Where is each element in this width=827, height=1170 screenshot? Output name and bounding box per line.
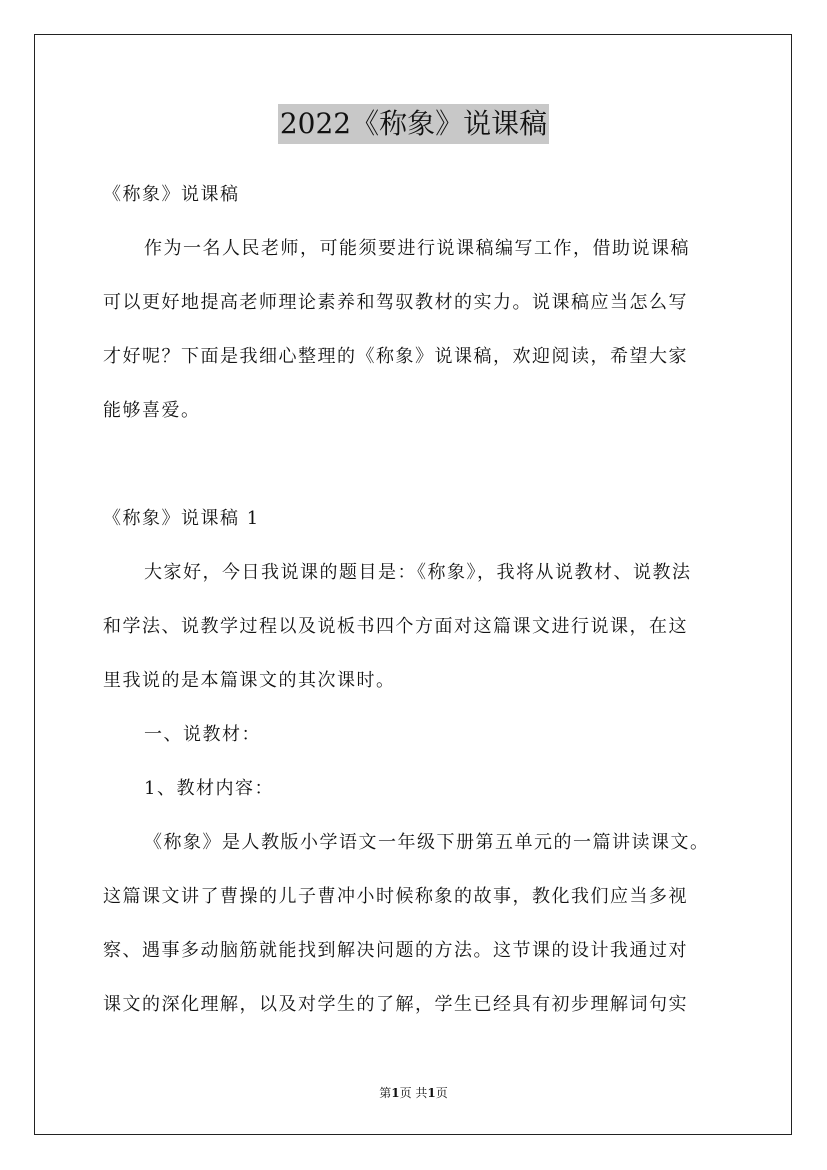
page-total: 1 xyxy=(427,1086,436,1100)
section-heading: 《称象》说课稿 1 xyxy=(103,508,260,529)
subheading: 一、说教材： xyxy=(144,724,261,745)
subheading: 1、教材内容： xyxy=(144,778,274,799)
paragraph-line: 察、遇事多动脑筋就能找到解决问题的方法。这节课的设计我通过对 xyxy=(103,940,688,961)
paragraph-line: 里我说的是本篇课文的其次课时。 xyxy=(103,670,396,691)
paragraph-line: 《称象》是人教版小学语文一年级下册第五单元的一篇讲读课文。 xyxy=(144,832,710,853)
paragraph-line: 课文的深化理解，以及对学生的了解，学生已经具有初步理解词句实 xyxy=(103,994,688,1015)
page-footer xyxy=(0,1085,827,1101)
footer-text: 页 共 xyxy=(399,1086,428,1100)
title-container xyxy=(0,104,827,144)
section-heading: 《称象》说课稿 xyxy=(103,184,240,205)
page-number: 1 xyxy=(391,1086,400,1100)
paragraph-line: 作为一名人民老师，可能须要进行说课稿编写工作，借助说课稿 xyxy=(144,238,690,259)
paragraph-line: 和学法、说教学过程以及说板书四个方面对这篇课文进行说课，在这 xyxy=(103,616,688,637)
paragraph-line: 才好呢？下面是我细心整理的《称象》说课稿，欢迎阅读，希望大家 xyxy=(103,346,688,367)
paragraph-line: 大家好，今日我说课的题目是：《称象》，我将从说教材、说教法 xyxy=(144,562,692,583)
footer-text: 页 xyxy=(435,1086,448,1100)
paragraph-line: 可以更好地提高老师理论素养和驾驭教材的实力。说课稿应当怎么写 xyxy=(103,292,688,313)
paragraph-line: 这篇课文讲了曹操的儿子曹冲小时候称象的故事，教化我们应当多视 xyxy=(103,886,688,907)
paragraph-line: 能够喜爱。 xyxy=(103,400,201,421)
document-title: 2022《称象》说课稿 xyxy=(278,104,549,144)
footer-text: 第 xyxy=(379,1086,392,1100)
